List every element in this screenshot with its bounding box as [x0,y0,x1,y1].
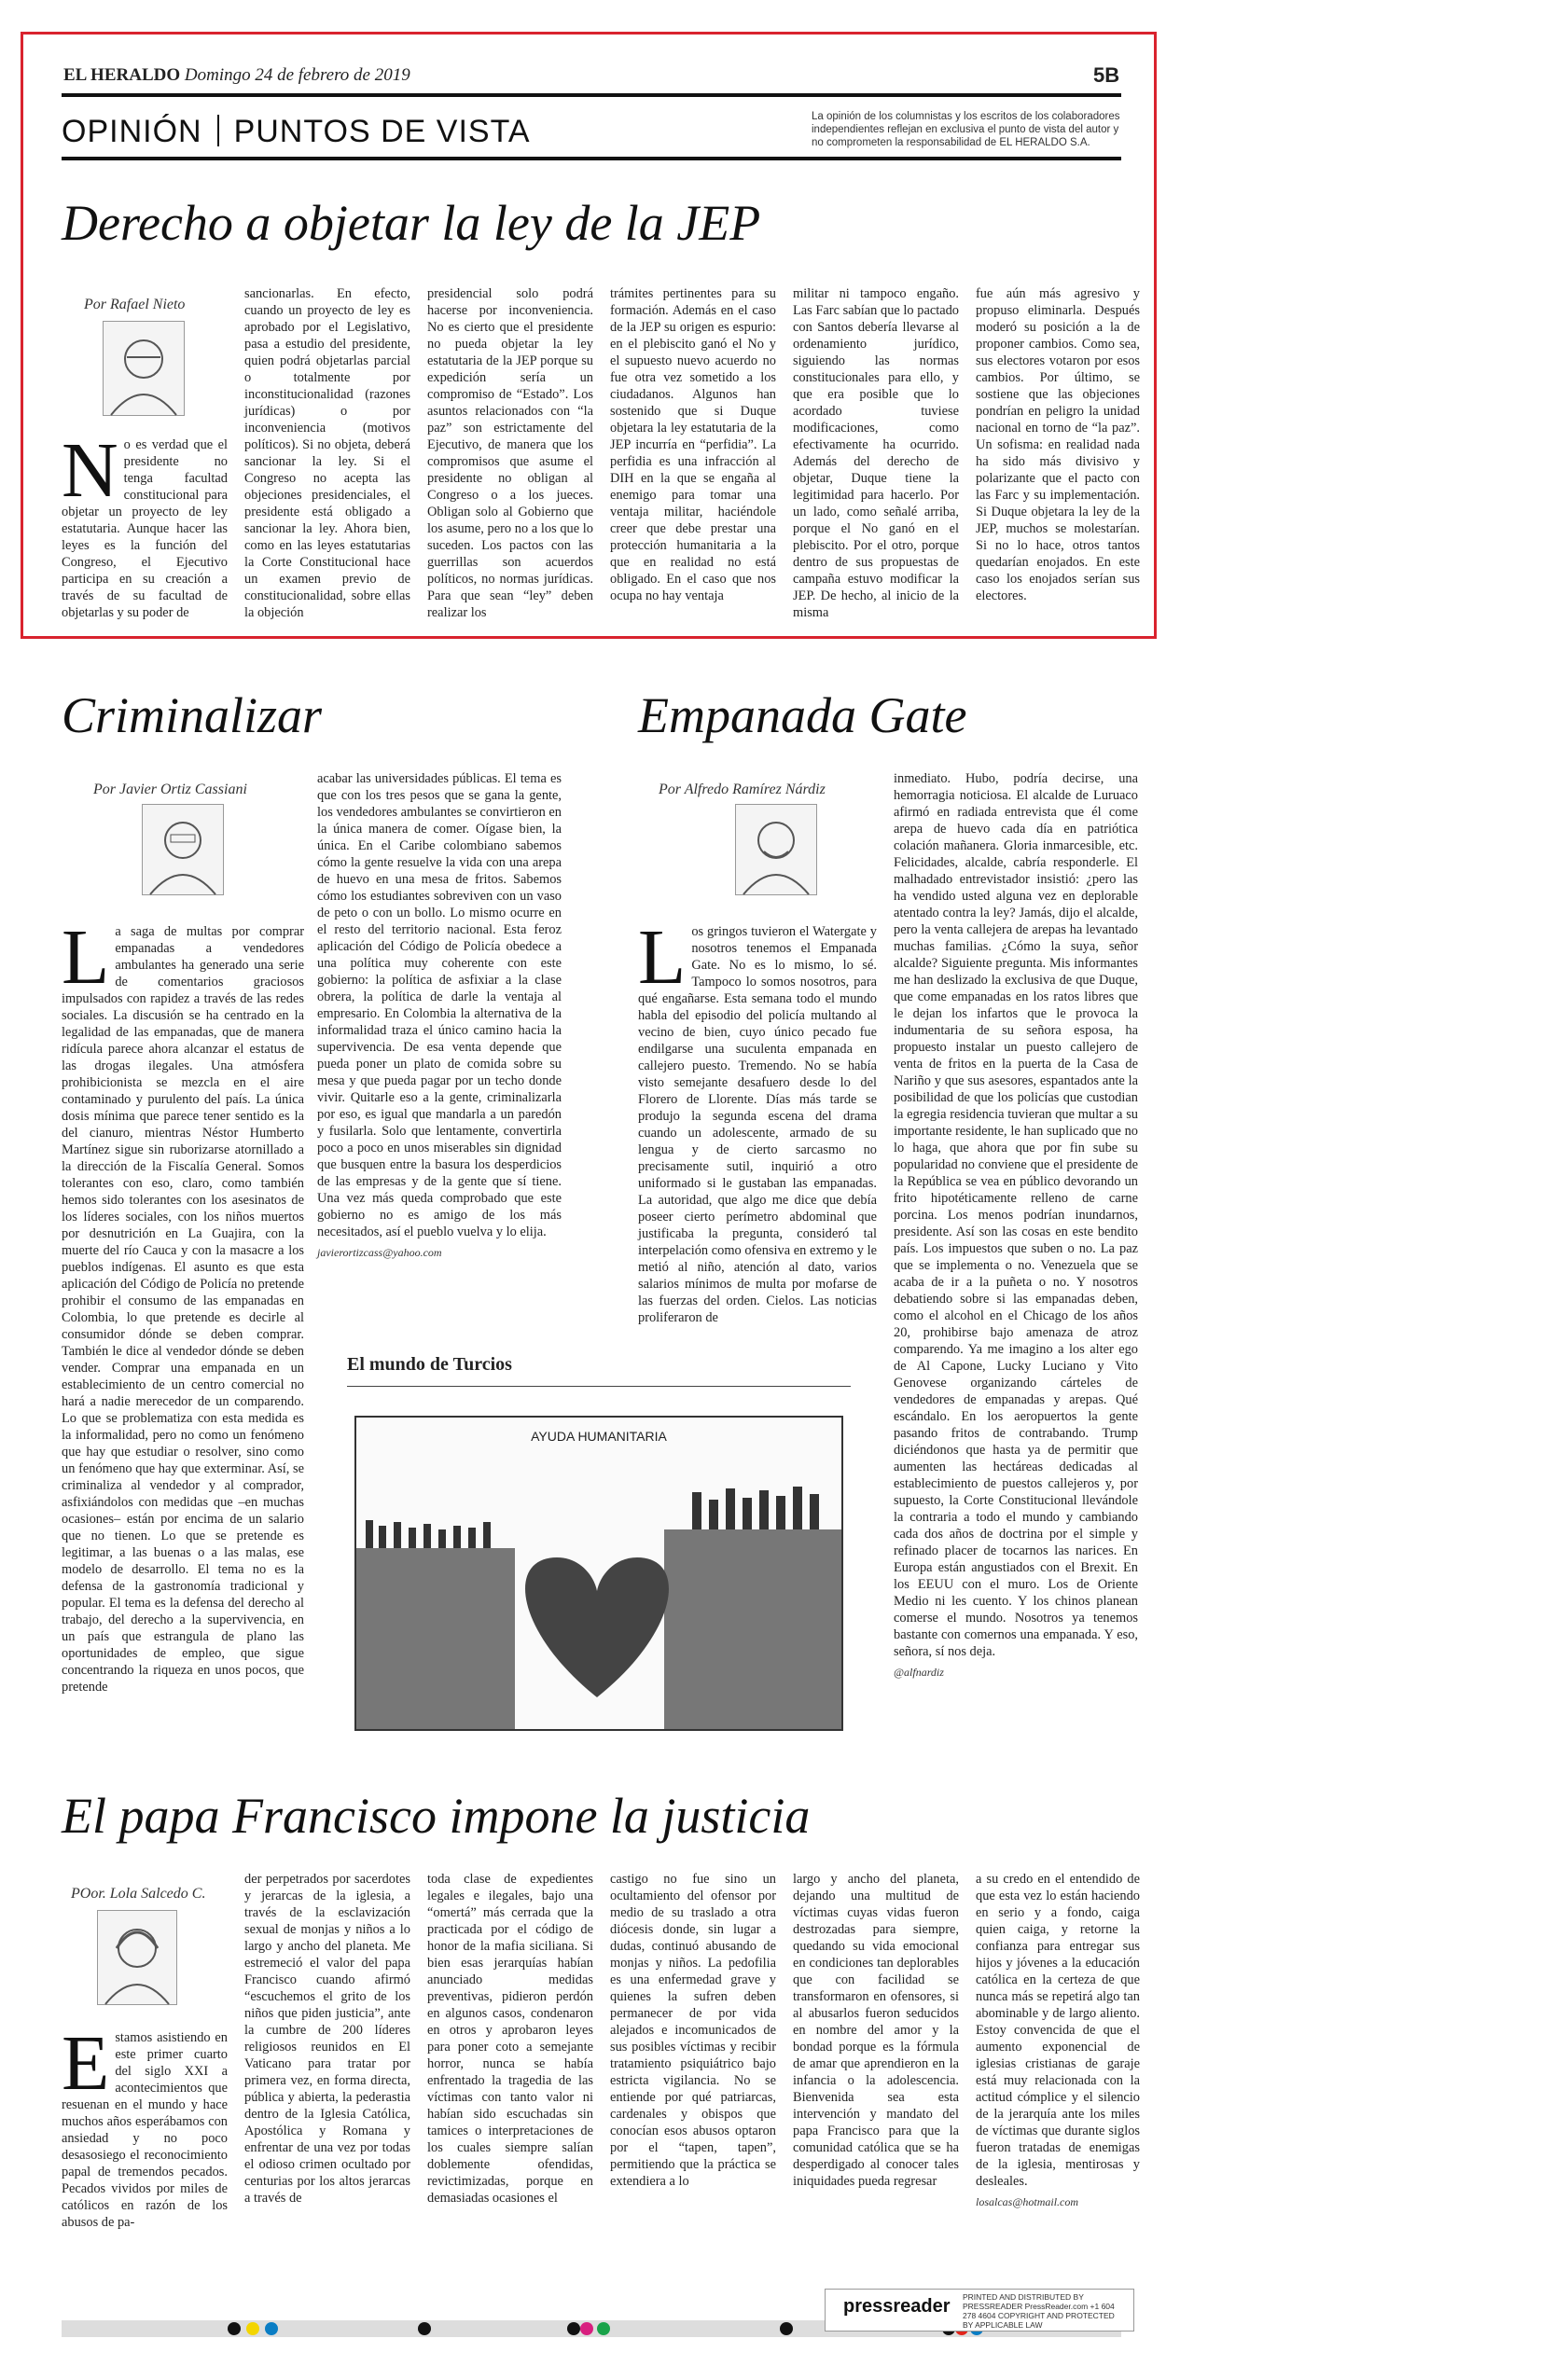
cartoon-section-title: El mundo de Turcios [347,1354,512,1375]
registration-dot [597,2322,610,2335]
cartoon-drawing [356,1418,841,1729]
registration-dot [418,2322,431,2335]
author-email: javierortizcass@yahoo.com [317,1246,442,1259]
editorial-cartoon [354,1416,843,1731]
page-number: 5B [1093,63,1120,87]
article-column: inmediato. Hubo, podría decirse, una hemorragia noticiosa. El alcalde de Luruaco afirmó en radiada entrevista que él come arepa de huevo cada día en patriótica colación mañanera. Gloria inmarcesible, etc. Felicidades, alcalde, cabría responderle. El malhadado entrevistador insistió: ¿pero las ha vendido usted alguna vez en deplorable atentado contra la ley? Jamás, dijo el alcalde, pero la venta callejera de arepas ha levantado muchas familias. ¿Cómo la suya, señor alcalde? Siguiente pregunta. Mis informantes me han deslizado la exclusiva de que Duque, que come empanadas en los ratos libres que le dejan los infartos que le provoca la indumentaria de su señora esposa, ha propuesto instalar un puesto callejero de venta de fritos en la puerta de la Casa de Nariño y que sus asesores, espantados ante la posibilidad de que los policías que custodian la egregia residencia tuvieran que multar a su importante residente, le han suplicado que no lo haga, que ahora que por fin sube su popularidad no conviene que el presidente de la República se vea en público devorando un frito hipotéticamente relleno de carne porcina. Los menos podrían inundarnos, presidente. Así son las cosas en este bendito país. Los impuestos que suben o no. La paz que se implementa o no. Venezuela que se acaba de ir a la puñeta o no. Y nosotros debatiendo sobre si las empanadas deben, como el alcohol en el Chicago de los años 20, prohibirse bajo amenaza de atroz comparendo. Ya me imagino a los alter ego de Al Capone, Lucky Luciano y Vito Genovese organizando cárteles de vendedores de empanadas y arepas. Qué escándalo. En los aeropuertos la gente pasando fritos de contrabando. Trump diciéndonos que hasta ya de permitir que aumenten las hectáreas dedicadas al establecimiento de puestos callejeros y, por supuesto, la Corte Constitucional llevándole la contraria a todo el mundo y cambiando cada dos años de doctrina por el simple y refinado placer de tocarnos las narices. En Europa están angustiados con el Brexit. En los EEUU con el muro. Los de Oriente Medio ni les cuento. Y los chinos planean comerse el mundo. Nosotros ya tenemos bastante con comernos una empanada. Y eso, señora, sí nos deja. @alfnardiz [894,771,1138,1679]
author-portrait [103,321,185,416]
portrait-sketch-icon [98,1911,176,2004]
article-headline: Empanada Gate [638,687,967,743]
article-headline: El papa Francisco impone la justicia [62,1788,811,1844]
newspaper-name: EL HERALDO [63,65,181,85]
registration-dot [246,2322,259,2335]
registration-dot [567,2322,580,2335]
article-column: der perpetrados por sacerdotes y jerarcas de la iglesia, a través de la esclavización sexual de monjas y niños a lo largo y ancho del planeta. Me estremeció el valor del papa Francisco cuando afirmó “escuchemos el grito de los niños que piden justicia”, ante la cumbre de 200 líderes religiosos reunidos en El Vaticano para tratar por primera vez, en forma directa, pública y abierta, la pederastia dentro de la Iglesia Católica, Apostólica y Romana y enfrentar de una vez por todas el odioso crimen ocultado por centurias por los altos jerarcas a través de [244,1872,410,2206]
portrait-sketch-icon [143,805,223,894]
article-headline: Criminalizar [62,687,323,743]
registration-dot [580,2322,593,2335]
drop-cap: E [62,2020,110,2107]
article-byline: POor. Lola Salcedo C. [71,1886,206,1902]
article-column: fue aún más agresivo y propuso eliminarla. Después moderó su posición a la de proponer cambios. Como sea, sus electores votaron por esos cambios. Por último, se sostiene que las objeciones pondrían en peligro la unidad nacional en torno de “la paz”. Un sofisma: en realidad nada ha sido más divisivo y polarizante que el pacto con las Farc y su implementación. Si Duque objetara la ley de la JEP, muchos se molestarían. Si no lo hace, otros tantos quedarían enojados. En este caso los enojados serían sus electores. [976,286,1140,603]
portrait-sketch-icon [736,805,816,894]
portrait-sketch-icon [104,322,184,415]
article-byline: Por Javier Ortiz Cassiani [93,782,247,797]
section-subtitle: PUNTOS DE VISTA [233,114,531,149]
article-column: L a saga de multas por comprar empanadas a vendedores ambulantes ha generado una serie de comentarios graciosos impulsados con rapidez a través de las redes sociales. La discusión se ha centrado en la legalidad de las empanadas, que de manera ridícula parece ahora alcanzar el estatus de las drogas ilegales. Una atmósfera prohibicionista se mezcla en el aire contaminado y purulento del país. La única dosis mínima que parece tener sentido es la del cianuro, mientras Néstor Humberto Martínez sigue sin ruborizarse atornillado a la dirección de la Fiscalía General. Somos tolerantes con eso, claro, como también hemos sido tolerantes con los asesinatos de los líderes sociales, con los niños muertos por desnutrición en La Guajira, con la muerte del río Cauca y con la masacre a los pueblos indígenas. El asunto es que esta aplicación del Código de Policía no pretende prohibir el consumo de las empanadas en Colombia, lo que pretende es decirle al consumidor dónde se deben comprar. También le dice al vendedor dónde se deben vender. Comprar una empanada en un establecimiento de un centro comercial no hará a nadie merecedor de un comparendo. Lo que se problematiza con esta medida es la informalidad, pero no como un fenómeno que hay que estudiar o resolver, sino como un fenómeno que hay que exterminar. Así, se criminaliza al vendedor y al comprador, asfixiándolos con medidas que –en muchas ocasiones– están por encima de un salario que no tienen. Lo que se pretende es legitimar, a las buenas o a las malas, ese modelo de desarrollo. El tema no es la defensa de la gastronomía tradicional y popular. El tema es la defensa del derecho al trabajo, del derecho a la supervivencia, en un país que estrangula de plano las oportunidades de empleo, que sigue concentrando la riqueza en unos pocos, que pretende [62,914,304,1695]
pressreader-distribution-note: PRINTED AND DISTRIBUTED BY PRESSREADER PressReader.com +1 604 278 4604 COPYRIGHT AND PROTECTED BY APPLICABLE LAW [963,2292,1115,2330]
registration-dot [265,2322,278,2335]
author-email: losalcas@hotmail.com [976,2195,1079,2208]
edition-date: Domingo 24 de febrero de 2019 [184,65,410,85]
article-byline: Por Alfredo Ramírez Nárdiz [659,782,826,797]
section-title: OPINIÓN [62,114,202,149]
registration-dot [228,2322,241,2335]
article-column: acabar las universidades públicas. El tema es que con los tres pesos que se gana la gente, los vendedores ambulantes se convirtieron en la única manera de comer. Oígase bien, la única. En el Caribe colombiano sabemos cómo la gente resuelve la vida con una arepa de huevo en una mesa de fritos. Sabemos cómo los estudiantes sobreviven con un vaso de peto o con un bollo. Lo mismo ocurre en el resto del territorio nacional. Esta feroz aplicación del Código de Policía obedece a una política muy coherente con este gobierno: la política de asfixiar a la clase obrera, la política de darle la ventaja al empresario. En Colombia la alternativa de la informalidad traza el único camino hacia la supervivencia. De esa venta depende que pueda poner un plato de comida sobre su mesa y que pueda pagar por un techo donde vivir. Quitarle eso a la gente, criminalizarla por eso, es igual que mandarla a un paredón y fusilarla. Solo que lentamente, convertirla poco a poco en unos miserables sin dignidad que busquen entre la basura los desperdicios de las empresas y de la gente que sí tiene. Una vez más queda comprobado que este gobierno no es amigo de los más necesitados, así el pueblo vuelva y lo elija. javierortizcass@yahoo.com [317,771,562,1259]
article-headline: Derecho a objetar la ley de la JEP [62,195,761,251]
registration-dot [780,2322,793,2335]
article-column: sancionarlas. En efecto, cuando un proyecto de ley es aprobado por el Legislativo, pasa a estudio del presidente, quien podrá objetarlas parcial o totalmente por inconstitucionalidad (razones jurídicas) o por inconveniencia (motivos políticos). Si no objeta, deberá sancionar la ley. Si el Congreso no acepta las objeciones presidenciales, el presidente está obligado a sancionar la ley. Ahora bien, como en las leyes estatutarias la Corte Constitucional hace un examen previo de constitucionalidad, sobre ellas la objeción [244,286,410,620]
article-column: toda clase de expedientes legales e ilegales, bajo una “omertá” más cerrada que la practicada por el código de honor de la mafia siciliana. Si bien esas jerarquías habían anunciado medidas preventivas, pidieron perdón en algunos casos, condenaron en otros y aprobaron leyes para poner coto a semejante horror, nunca se había enfrentado la tragedia de las víctimas con tanto valor ni habían sido escuchadas sin tamices o interpretaciones de los cuales siempre salían doblemente ofendidas, revictimizadas, porque en demasiadas ocasiones el [427,1872,593,2206]
article-column: a su credo en el entendido de que esta vez lo están haciendo en serio y a fondo, caiga quien caiga, y retorne la confianza para entregar sus hijos y jóvenes a la educación católica en la certeza de que nunca más se repetirá algo tan abominable y de largo aliento. Estoy convencida de que el aumento exponencial de iglesias cristianas de garaje está muy relacionada con la actitud cómplice y el silencio de la jerarquía ante los miles de víctimas que durante siglos fueron tratadas de enemigas de la iglesia, mentirosas y desleales. losalcas@hotmail.com [976,1872,1140,2208]
article-column: L os gringos tuvieron el Watergate y nosotros tenemos el Empanada Gate. No es lo mismo, lo sé. Tampoco lo somos nosotros, para qué engañarse. Esta semana todo el mundo habla del episodio del policía multando al vecino de bien, cuyo único pecado fue endilgarse una suculenta empanada en callejero puesto. Tremendo. No se había visto semejante desafuero desde lo del Florero de Llorente. Días más tarde se produjo la segunda escena del drama cuando un adolescente, armado de su lengua y de cierto sarcasmo no precisamente sutil, inquirió a otro uniformado si le gustaban las empanadas. La autoridad, que algo me dice que debía poseer cierto perímetro abdominal que justificaba la pregunta, consideró tal interpelación como ofensiva en extremo y le metió al niño, atención al dato, varios salarios mínimos de multa por mofarse de las fuerzas del orden. Cielos. Las noticias proliferaron de [638,914,877,1325]
drop-cap: L [638,914,687,1001]
article-column: E stamos asistiendo en este primer cuarto del siglo XXI a acontecimientos que resuenan en el mundo y hace muchos años esperábamos con ansiedad y no poco desasosiego el reconocimiento papal de tremendos pecados. Pecados vividos por miles de católicos en razón de los abusos de pa- [62,2020,228,2230]
cartoon-label: AYUDA HUMANITARIA [531,1429,667,1444]
author-portrait [142,804,224,895]
article-column: militar ni tampoco engaño. Las Farc sabían que lo pactado con Santos debería llevarse al ordenamiento jurídico, siguiendo las normas constitucionales para ello, y que era posible que lo acordado tuviese modificaciones, como efectivamente ha ocurrido. Además del derecho de objetar, Duque tiene la legitimidad para hacerlo. Por un lado, como señalé arriba, porque el No ganó en el plebiscito. Por el otro, porque dentro de sus propuestas de campaña estuvo modificar la JEP. De hecho, al inicio de la misma [793,286,959,620]
article-column: largo y ancho del planeta, dejando una multitud de víctimas cuyas vidas fueron destrozadas para siempre, quedando su vida emocional en condiciones tan deplorables que con facilidad se transformaron en ofensores, si al abusarlos fueron seducidos en nombre del amor y la bondad porque es la fórmula de amar que aprendieron en la infancia o la adolescencia. Bienvenida sea esta intervención y mandato del papa Francisco para que la comunidad católica que se ha desperdigado al conocer tales iniquidades pueda regresar [793,1872,959,2189]
drop-cap: N [62,427,118,514]
author-portrait [735,804,817,895]
drop-cap: L [62,914,110,1001]
heart-icon [525,1557,669,1697]
article-column: castigo no fue sino un ocultamiento del ofensor por medio de su traslado a otra diócesis donde, sin lugar a dudas, continuó abusando de monjas y niños. La pedofilia es una enfermedad grave y quienes la sufren deben permanecer de por vida alejados e incomunicados de sus posibles víctimas y recibir tratamiento psiquiátrico bajo estricta vigilancia. No se entiende por qué patriarcas, cardenales y obispos que conocían esos abusos optaron por el “tapen, tapen”, permitiendo que la práctica se extendiera a lo [610,1872,776,2189]
pressreader-logo: pressreader [843,2296,951,2317]
article-column: trámites pertinentes para su formación. Además en el caso de la JEP su origen es espurio: en el plebiscito ganó el No y el supuesto nuevo acuerdo no fue otra vez sometido a los ciudadanos. Algunos han sostenido que si Duque objetara la ley estatutaria de la JEP incurría en “perfidia”. La perfidia es una infracción al DIH en la que se engaña al enemigo para tomar una ventaja militar, haciéndole creer que debe prestar una protección humanitaria a la que en realidad no está obligado. En el caso que nos ocupa no hay ventaja [610,286,776,603]
cartoon-rule [347,1386,851,1387]
opinion-disclaimer: La opinión de los columnistas y los escritos de los colaboradores independientes reflejan en exclusiva el punto de vista del autor y no comprometen la responsabilidad de EL HERALDO S.A. [812,111,1120,148]
article-column: presidencial solo podrá hacerse por inconveniencia. No es cierto que el presidente no pueda objetar la ley estatutaria de la JEP porque su expedición sería un compromiso de “Estado”. Los asuntos relacionados con “la paz” son estrictamente del Ejecutivo, de manera que los compromisos que asume el presidente no obligan al Congreso o a los jueces. Obligan solo al Gobierno que los asume, pero no a los que lo suceden. Los pactos con las guerrillas son acuerdos políticos, no normas jurídicas. Para que sean “ley” deben realizar los [427,286,593,620]
author-portrait [97,1910,177,2005]
author-email: @alfnardiz [894,1666,944,1679]
article-byline: Por Rafael Nieto [84,297,186,312]
article-column: N o es verdad que el presidente no tenga facultad constitucional para objetar un proyecto de ley estatutaria. Aunque hacer las leyes es la función del Congreso, el Ejecutivo participa en su creación a través de su facultad de objetarlas y su poder de [62,427,228,620]
